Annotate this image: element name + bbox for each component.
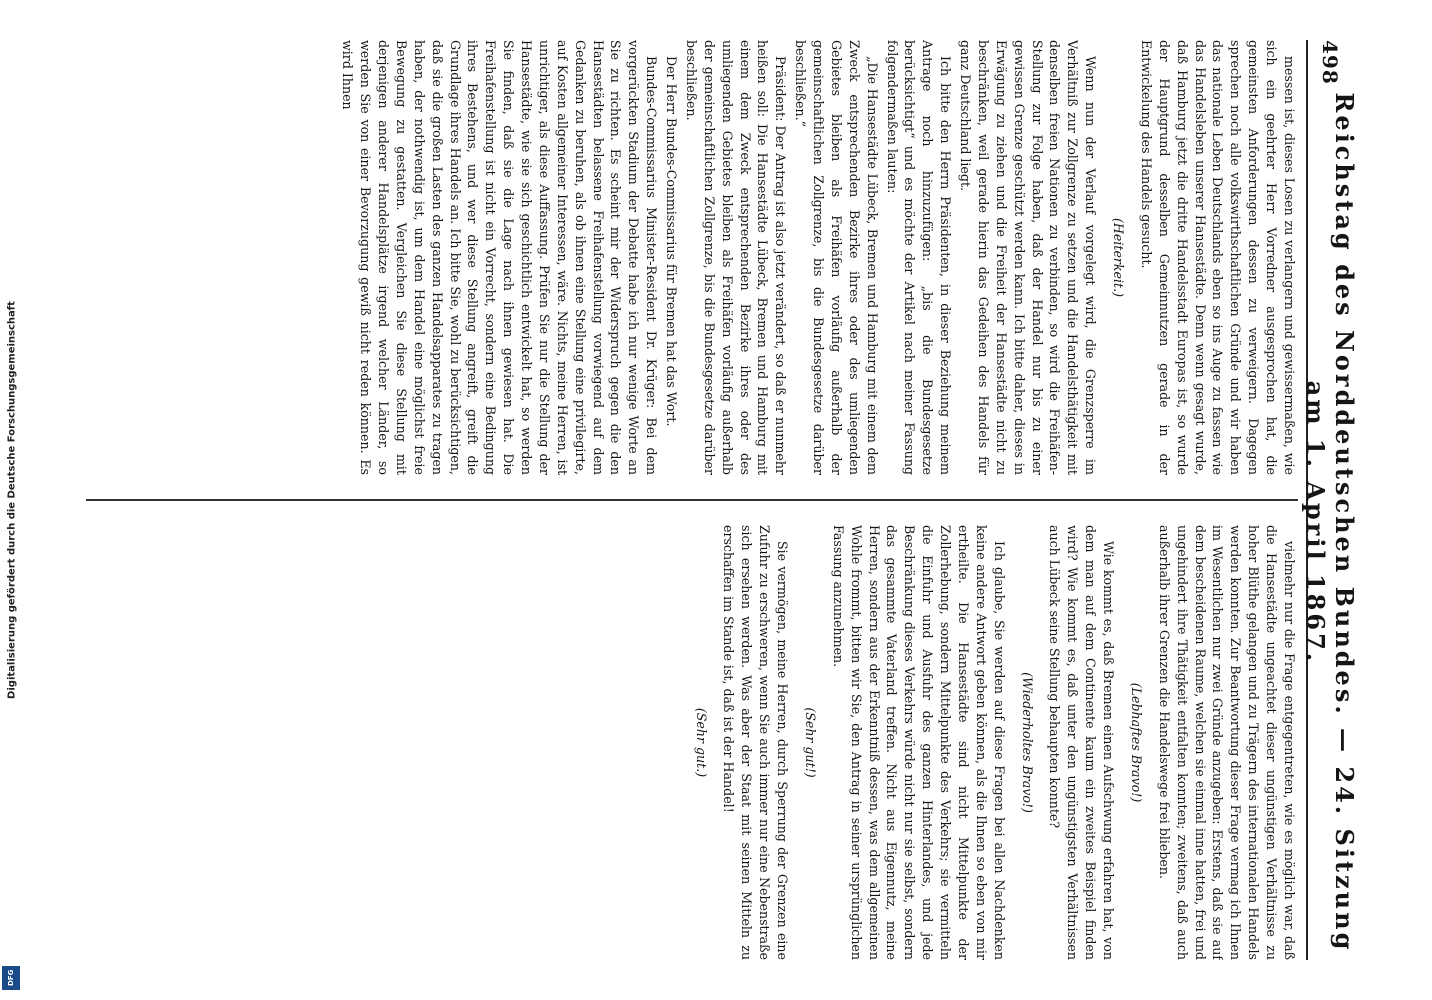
dfg-logo: DFG (2, 966, 20, 990)
paragraph: „Die Hansestädte Lübeck, Bremen und Hamburg mit einem dem Zweck entsprechenden Bezirke ihres oder des umliegenden Gebietes bleiben als Freihäfen vorläufig außerhalb der gemeinschaftlichen Zollgrenze, bis die Bundesgesetze darüber beschließen.“ (793, 40, 880, 475)
paragraph: Bundes-Commissarius Minister-Resident Dr. Krüger: Bei dem vorgerückten Stadium der Debatte habe ich nur wenige Worte an Sie zu richten. Es scheint mir der Widerspruch gegen die den Hansestädten belassene Freihafenstellung vorwiegend auf dem Gedanken zu beruhen, als ob ihnen eine Stellung eine privilegirte, auf Kosten allgemeiner Interessen, wäre. Nichts, meine Herren, ist unrichtiger, als diese Auffassung. Prüfen Sie nur die Stellung der Hansestädte, wie sie sich geschichtlich entwickelt hat, so werden Sie finden, daß sie die Lage nach ihnen gewiesen hat. Die Freihafenstellung ist nicht ein Vorrecht, sondern eine Bedingung ihres Bestehens, und wer diese Stellung angreift, greift die Grundlage ihres Handels an. Ich bitte Sie, wohl zu berücksichtigen, daß sie die großen Lasten des ganzen Handelsapparates zu tragen haben, der nothwendig ist, um dem Handel eine möglichst freie Bewegung zu gestatten. Vergleichen Sie diese Stellung mit derjenigen anderer Handelsplätze irgend welcher Länder, so werden Sie von einer Bevorzugung gewiß nicht reden können. Es wird Ihnen (340, 40, 660, 475)
interjection: (Sehr gut!) (803, 707, 818, 778)
paragraph: Ich glaube, Sie werden auf diese Fragen bei allen Nachdenken keine andere Antwort geben können, als die Ihnen so eben von mir ertheilte. Die Hansestädte sind nicht Mittelpunkte der Zollerhebung, sondern Mittelpunkte des Verkehrs; sie vermitteln die Einfuhr und Ausfuhr des ganzen Hinterlandes, und jede Beschränkung dieses Verkehrs würde nicht nur sie selbst, sondern das gesammte Vaterland treffen. Nicht aus Eigennutz, meine Herren, sondern aus der Erkenntniß dessen, was dem allgemeinen Wohle frommt, bitten wir Sie, den Antrag in seiner ursprünglichen Fassung anzunehmen. (830, 525, 1007, 960)
digitization-strip (0, 0, 22, 1000)
paragraph: vielmehr nur die Frage entgegentreten, wie es möglich war, daß die Hansestädte ungeachtet dieser ungünstigen Verhältnisse zu hoher Blüthe gelangen und zu Trägern des internationalen Handels werden konnten. Zur Beantwortung dieser Frage vermag ich Ihnen im Wesentlichen nur zwei Gründe anzugeben: Erstens, daß sie auf dem bescheidenen Raume, welchen sie einmal inne hatten, frei und ungehindert ihre Thätigkeit entfalten konnten; zweitens, daß auch außerhalb ihrer Grenzen die Handelswege frei blieben. (1156, 525, 1297, 960)
paragraph: Präsident: Der Antrag ist also jetzt verändert, so daß er nunmehr heißen soll: Die Hansestädte Lübeck, Bremen und Hamburg mit einem dem Zweck entsprechenden Bezirke ihres oder des umliegenden Gebietes bleiben als Freihäfen vorläufig außerhalb der gemeinschaftlichen Zollgrenze, bis die Bundesgesetze darüber beschließen. (684, 40, 789, 475)
paragraph: Der Herr Bundes-Commissarius für Bremen hat das Wort. (664, 56, 680, 427)
digitization-note: Digitalisierung gefördert durch die Deutsche Forschungsgemeinschaft (6, 301, 18, 699)
paragraph: Wie kommt es, daß Bremen einen Aufschwung erfahren hat, von dem man auf dem Continente kaum ein zweites Beispiel finden wird? Wie kommt es, daß unter den ungünstigsten Verhältnissen auch Lübeck seine Stellung behaupten konnte? (1047, 525, 1117, 960)
right-column (86, 525, 1298, 960)
page-number: 498 (1318, 40, 1342, 85)
interjection: (Wiederholtes Bravo!) (1019, 672, 1035, 813)
paragraph: Sie vermögen, meine Herren, durch Sperrung der Grenzen eine Zufuhr zu erschweren, wenn Sie auch immer nur eine Nebenstraße sich ersehen werden. Was aber der Staat mit seinen Mitteln zu erschaffen im Stande ist, daß ist der Handel! (721, 525, 791, 960)
paragraph: Ich bitte den Herrn Präsidenten, in dieser Beziehung meinem Antrage noch hinzuzufügen: „bis die Bundesgesetze berücksichtigt“ und es möchte der Artikel nach meiner Fassung folgendermaßen lauten: (884, 40, 954, 475)
column-divider (86, 499, 1298, 501)
interjection: (Lebhaftes Bravo!) (1129, 682, 1144, 803)
page-title: Reichstag des Norddeutschen Bundes. — 24. Sitzung am 1. April 1867. (1301, 92, 1359, 953)
left-column (86, 40, 1298, 475)
text-columns (86, 40, 1298, 960)
interjection: (Sehr gut.) (693, 707, 709, 778)
paragraph: Wenn nun der Verlauf vorgelegt wird, die Grenzsperre im Verhältniß zur Zollgrenze zu setzen und die Handelsthätigkeit mit denselben freien Nationen zu verbinden, so wird die Freihäfen-Stellung zur Folge haben, daß der Handel nur bis zu einer gewissen Grenze geschützt werden kann. Ich bitte daher, dieses in Erwägung zu ziehen und die Freiheit der Hansestädte nicht zu beschränken, weil gerade hierin das Gedeihen des Handels für ganz Deutschland liegt. (958, 40, 1099, 475)
newspaper-page (66, 20, 1366, 980)
paragraph: messen ist, dieses Losen zu verlangern und gewissermaßen, wie sich ein geehrter Herr Vorredner ausgesprochen hat, die gemeinsten Anforderungen dessen zu verweigern. Dagegen sprechen noch alle volkswirthschaftlichen Gründe und wir haben das nationale Leben Deutschlands eben so ins Auge zu fassen wie das Handelsleben unserer Hansestädte. Denn wenn gesagt wurde, daß Hamburg jetzt die dritte Handelsstadt Europas ist, so wurde der Hauptgrund desselben Gemeinnutzen gerade in der Entwickelung des Handels gesucht. (1139, 40, 1297, 475)
interjection: (Heiterkeit.) (1111, 218, 1127, 297)
page-header (1301, 40, 1359, 960)
